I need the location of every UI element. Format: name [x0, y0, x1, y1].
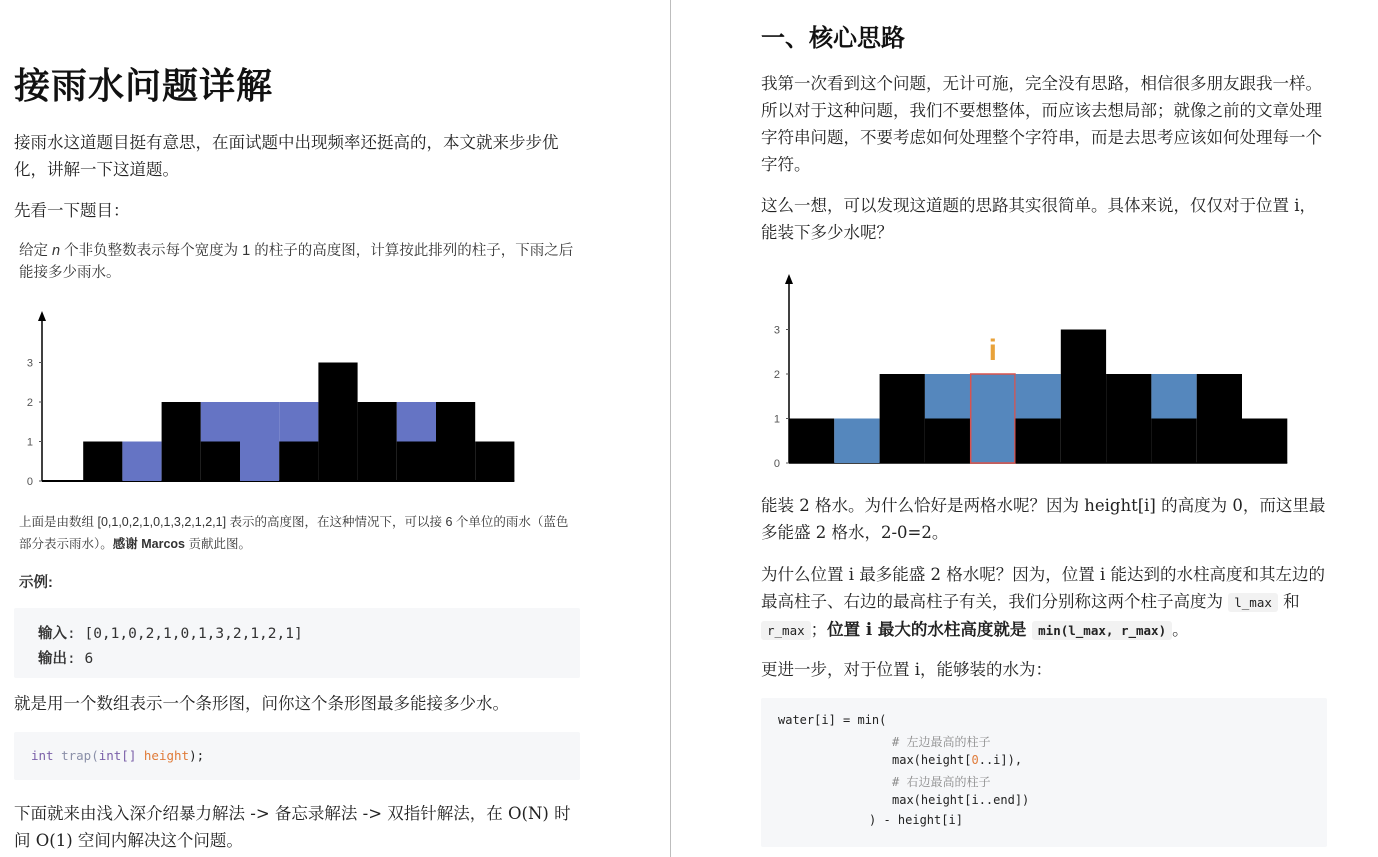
example-title: 示例: — [19, 575, 53, 591]
bar — [1106, 374, 1151, 463]
code-comment-right: # 右边最高的柱子 — [892, 775, 991, 789]
bar — [201, 442, 240, 482]
y-tick-label: 3 — [26, 357, 33, 370]
intro-paragraph: 接雨水这道题目挺有意思，在面试题中出现频率还挺高的，本文就来步步优化，讲解一下这道题。 — [14, 133, 559, 179]
bar — [789, 419, 834, 464]
water — [1016, 374, 1061, 419]
water — [1151, 374, 1196, 419]
bar — [318, 363, 357, 482]
page-title: 接雨水问题详解 — [14, 65, 274, 107]
code-comment-left: # 左边最高的柱子 — [892, 735, 991, 749]
bar — [475, 442, 514, 482]
bar — [1151, 419, 1196, 464]
column-divider — [670, 0, 671, 857]
water — [970, 374, 1015, 463]
answer-paragraph: 能装 2 格水。为什么恰好是两格水呢？因为 height[i] 的高度为 0，而这里最多能盛 2 格水，2-0=2。 — [761, 496, 1326, 542]
function-signature: int trap(int[] height); — [31, 748, 205, 763]
l-max-code: l_max — [1228, 593, 1278, 612]
bar — [1016, 419, 1061, 464]
example-output: 输出: 6 — [38, 651, 94, 667]
y-tick-label: 0 — [26, 476, 33, 488]
bar — [880, 374, 925, 463]
y-tick-label: 1 — [26, 436, 33, 449]
y-tick-label: 0 — [773, 458, 780, 470]
water-formula-code — [761, 698, 1327, 847]
bar — [436, 402, 475, 481]
y-tick-label: 1 — [773, 413, 780, 426]
position-i-chart — [761, 266, 1327, 471]
approach-paragraph: 下面就来由浅入深介绍暴力解法 -> 备忘录解法 -> 双指针解法，在 O(N) 时间 O(1) 空间内解决这个问题。 — [14, 804, 571, 850]
water — [834, 419, 879, 464]
bar — [279, 442, 318, 482]
signature-code-block — [14, 732, 580, 780]
code-line-1: water[i] = min( — [778, 713, 887, 727]
position-question: 这么一想，可以发现这道题的思路其实很简单。具体来说，仅仅对于位置 i，能装下多少水呢？ — [761, 196, 1317, 242]
y-axis-arrow — [38, 311, 46, 321]
y-tick-label: 2 — [773, 369, 780, 381]
why-paragraph: 为什么位置 i 最多能盛 2 格水呢？因为，位置 i 能达到的水柱高度和其左边的最高柱子、右边的最高柱子有关，我们分别称这两个柱子高度为 l_max 和 r_max ；位置 i 最大的水柱高度就是 min(l_max, r_max) 。 — [761, 565, 1326, 639]
min-code: min(l_max, r_max) — [1032, 621, 1172, 640]
water — [925, 374, 970, 419]
example-block — [14, 608, 580, 678]
bar — [1061, 330, 1106, 464]
code-line-4: ) - height[i] — [869, 813, 963, 827]
water — [201, 402, 240, 442]
core-idea-paragraph: 我第一次看到这个问题，无计可施，完全没有思路，相信很多朋友跟我一样。所以对于这种问题，我们不要想整体，而应该去想局部；就像之前的文章处理字符串问题，不要考虑如何处理整个字符串，而是去思考应该如何处理每一个字符。 — [761, 74, 1322, 174]
position-i-label: i — [988, 334, 998, 367]
chart-caption: 上面是由数组 [0,1,0,2,1,0,1,3,2,1,2,1] 表示的高度图，在这种情况下，可以接 6 个单位的雨水（蓝色部分表示雨水）。感谢 Marcos 贡献此图。 — [19, 515, 569, 551]
bar — [358, 402, 397, 481]
r-max-code: r_max — [761, 621, 811, 640]
further-paragraph: 更进一步，对于位置 i，能够装的水为： — [761, 660, 1053, 679]
problem-statement: 给定 n 个非负整数表示每个宽度为 1 的柱子的高度图，计算按此排列的柱子，下雨之后能接多少雨水。 — [19, 243, 574, 281]
bar — [397, 442, 436, 482]
water — [122, 442, 161, 482]
bar — [83, 442, 122, 482]
y-tick-label: 2 — [26, 397, 33, 409]
water — [240, 402, 279, 481]
y-tick-label: 3 — [773, 324, 780, 337]
code-line-3: max(height[i..end]) — [892, 793, 1030, 807]
water — [397, 402, 436, 442]
bar — [1197, 374, 1242, 463]
bar-description: 就是用一个数组表示一个条形图，问你这个条形图最多能接多少水。 — [14, 694, 509, 713]
look-first-text: 先看一下题目： — [14, 201, 130, 220]
code-line-2: max(height[0..i]), — [892, 753, 1023, 767]
example-input: 输入: [0,1,0,2,1,0,1,3,2,1,2,1] — [38, 626, 303, 642]
section-heading: 一、核心思路 — [761, 23, 905, 52]
bar — [925, 419, 970, 464]
y-axis-arrow — [785, 274, 793, 284]
rainwater-chart — [14, 305, 580, 495]
bar — [162, 402, 201, 481]
bar — [1242, 419, 1287, 464]
water — [279, 402, 318, 442]
